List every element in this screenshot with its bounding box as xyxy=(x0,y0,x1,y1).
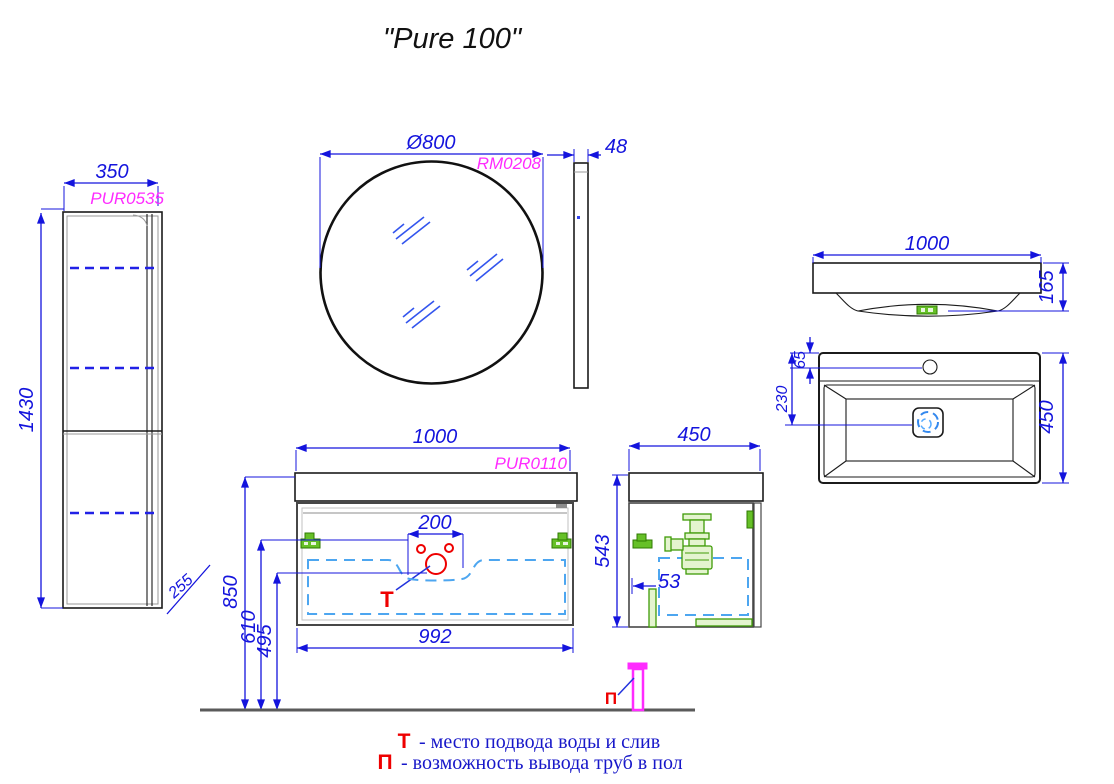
dim-cabinet-width-label: 350 xyxy=(95,161,129,183)
vanity-side-basin-slab xyxy=(629,473,763,501)
floor-pipe-marker-p: П xyxy=(604,689,618,708)
legend-text-water: - место подвода воды и слив xyxy=(419,731,661,753)
rail-strip-horizontal xyxy=(696,619,752,626)
dim-mirror-diameter-label: Ø800 xyxy=(406,132,456,154)
legend xyxy=(377,730,682,774)
faucet-hole xyxy=(923,360,937,374)
dim-vanity-width-label: 1000 xyxy=(412,426,458,448)
mirror-side-view xyxy=(547,136,627,388)
pipe-leader-line xyxy=(618,678,634,695)
legend-symbol-t: Т xyxy=(397,730,411,753)
water-marker-t: Т xyxy=(380,587,394,612)
legend-text-pipe: - возможность вывода труб в пол xyxy=(401,752,683,774)
tall-cabinet-code-label: PUR0535 xyxy=(90,189,164,208)
dim-mirror-thickness-label: 48 xyxy=(604,136,628,158)
legend-symbol-p: П xyxy=(377,751,393,774)
washbasin-front-view xyxy=(813,233,1069,316)
vanity-side-front-panel xyxy=(754,503,761,627)
washbasin-top-view xyxy=(774,337,1069,483)
pipe-cap xyxy=(628,663,647,669)
dim-body-height-label: 543 xyxy=(592,534,614,568)
page-title: "Pure 100" xyxy=(382,23,522,55)
mirror-front-view xyxy=(320,132,543,384)
soft-close-damper xyxy=(556,504,567,508)
mirror-code-label: RM0208 xyxy=(476,154,541,173)
mirror-side-mark xyxy=(577,216,580,219)
dim-faucet-offset-label: 65 xyxy=(792,351,809,369)
dim-cabinet-depth-label: 255 xyxy=(165,571,197,602)
washbasin-front-body xyxy=(813,263,1041,293)
dim-drain-offset-label: 230 xyxy=(774,385,791,413)
tall-cabinet-front-view xyxy=(16,161,210,614)
hinge-plate-side xyxy=(747,511,753,528)
dim-height-610-label: 610 xyxy=(238,610,260,644)
vanity-side-view xyxy=(592,424,763,627)
dim-cabinet-height-label: 1430 xyxy=(16,387,38,433)
pipe-body xyxy=(633,669,643,710)
dim-height-495-label: 495 xyxy=(254,624,276,658)
drain-fitting-detail xyxy=(921,308,925,312)
vanity-front-view xyxy=(220,426,577,710)
dim-height-850-label: 850 xyxy=(220,575,242,609)
vanity-basin-slab xyxy=(295,473,577,501)
dim-basin-front-height-label: 165 xyxy=(1036,270,1058,304)
dim-basin-depth-label: 450 xyxy=(1036,400,1058,434)
mirror-circle xyxy=(321,162,543,384)
dim-drawer-offset-label: 53 xyxy=(658,571,681,593)
dim-body-width-label: 992 xyxy=(418,626,452,648)
dim-basin-width-label: 1000 xyxy=(904,233,950,255)
drain-fitting-detail xyxy=(928,308,933,312)
washbasin-drain-fitting xyxy=(917,306,937,314)
floor-pipe-symbol xyxy=(605,663,647,710)
rail-strip-vertical xyxy=(649,589,656,627)
dim-vanity-depth-label: 450 xyxy=(677,424,711,446)
mirror-side-body xyxy=(574,163,588,388)
vanity-code-label: PUR0110 xyxy=(494,454,567,473)
dim-holes-span-label: 200 xyxy=(418,512,452,534)
